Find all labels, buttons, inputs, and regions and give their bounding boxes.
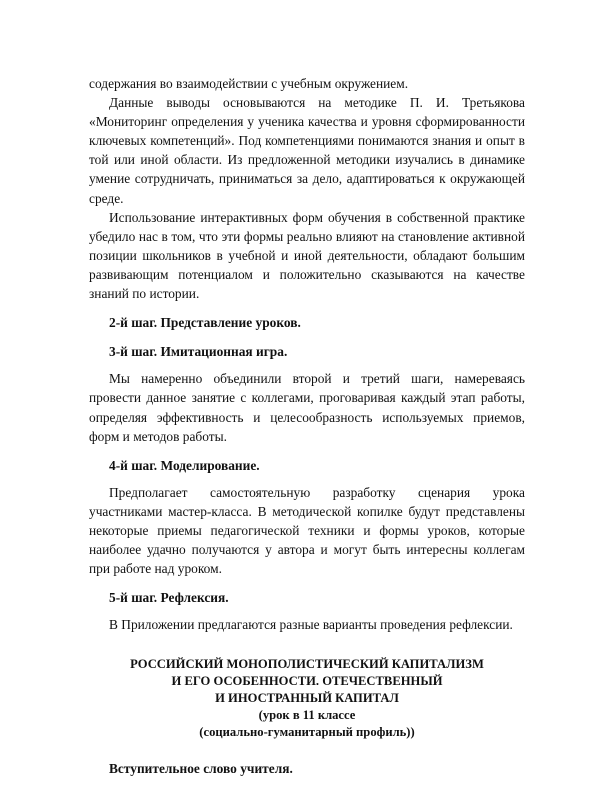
lesson-profile: (социально-гуманитарный профиль)) <box>199 725 415 740</box>
lesson-title <box>89 656 525 741</box>
document-body <box>89 74 525 779</box>
paragraph-interactive-forms: Использование интерактивных форм обучения в собственной практике убедило нас в том, что эти формы реально влияют на становление активной позиции школьников в учебной и иной деятельности, обладают большим развивающим потенциалом и положительно сказываются на качестве знаний по истории. <box>89 209 525 302</box>
lesson-title-line-3: И ИНОСТРАННЫЙ КАПИТАЛ <box>215 691 399 706</box>
step-4-heading: 4-й шаг. Моделирование. <box>109 457 260 473</box>
lesson-grade: (урок в 11 классе <box>258 708 356 723</box>
step-2-heading: 2-й шаг. Представление уроков. <box>109 315 301 331</box>
step-4-text: Предполагает самостоятельную разработку сценария урока участниками мастер-класса. В методической копилке будут представлены некоторые приемы педагогической техники и формы уроков, которые наиболее удачно получаются у автора и могут быть интересны коллегам при работе над уроком. <box>89 484 525 577</box>
step-5-heading: 5-й шаг. Рефлексия. <box>109 590 229 606</box>
step-5-text: В Приложении предлагаются разные варианты проведения рефлексии. <box>109 617 513 633</box>
paragraph-methodology: Данные выводы основываются на методике П. И. Третьякова «Мониторинг определения у ученика качества и уровня сформированности ключевых компетенций». Под компетенциями понимаются знания и опыт в той или иной области. Из предложенной методики изучались в динамике умение сотрудничать, приниматься за дело, адаптироваться к окружающей среде. <box>89 95 525 206</box>
step-3-heading: 3-й шаг. Имитационная игра. <box>109 344 288 360</box>
step-3-text: Мы намеренно объединили второй и третий шаги, намереваясь провести данное занятие с коллегами, проговаривая каждый этап работы, определяя эффективность и целесообразность используемых приемов, форм и методов работы. <box>89 371 525 444</box>
paragraph-continuation: содержания во взаимодействии с учебным окружением. <box>89 76 409 91</box>
lesson-title-line-1: РОССИЙСКИЙ МОНОПОЛИСТИЧЕСКИЙ КАПИТАЛИЗМ <box>130 657 484 672</box>
intro-heading: Вступительное слово учителя. <box>109 761 293 777</box>
lesson-title-line-2: И ЕГО ОСОБЕННОСТИ. ОТЕЧЕСТВЕННЫЙ <box>171 674 443 689</box>
